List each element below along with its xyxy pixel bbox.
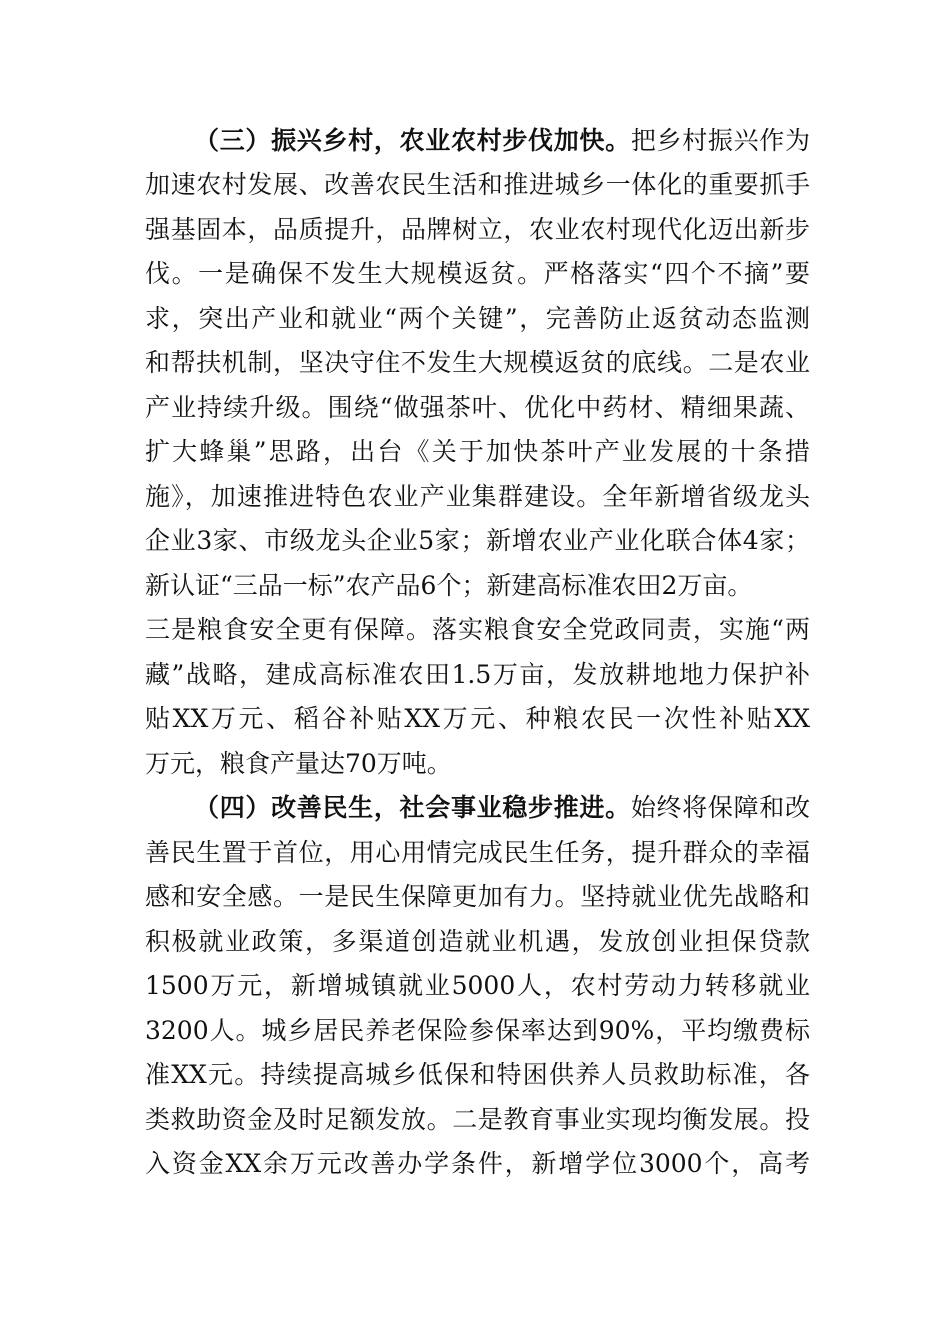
paragraph-line: 类救助资金及时足额发放。二是教育事业实现均衡发展。投 (145, 1105, 810, 1134)
paragraph-line: 万元，粮食产量达70万吨。 (145, 749, 452, 778)
paragraph-line: 强基固本，品质提升，品牌树立，农业农村现代化迈出新步 (145, 215, 810, 244)
paragraph-line: 积极就业政策，多渠道创造就业机遇，发放创业担保贷款 (145, 927, 810, 956)
section-4-first-text: 始终将保障和改 (630, 793, 810, 822)
paragraph-line: 加速农村发展、改善农民生活和推进城乡一体化的重要抓手 (145, 170, 810, 199)
paragraph-line: 3200人。城乡居民养老保险参保率达到90%，平均缴费标 (145, 1016, 810, 1045)
paragraph-line: 三是粮食安全更有保障。落实粮食安全党政同责，实施“两 (145, 615, 810, 644)
paragraph-line: 1500万元，新增城镇就业5000人，农村劳动力转移就业 (145, 971, 810, 1000)
paragraph-line: 藏”战略，建成高标准农田1.5万亩，发放耕地地力保护补 (145, 660, 810, 689)
paragraph-line: 施》，加速推进特色农业产业集群建设。全年新增省级龙头 (145, 482, 810, 511)
section-4-heading: （四）改善民生，社会事业稳步推进。 (194, 793, 631, 822)
paragraph-line: 产业持续升级。围绕“做强茶叶、优化中药材、精细果蔬、 (145, 393, 810, 422)
paragraph-line: 求，突出产业和就业“两个关键”，完善防止返贫动态监测 (145, 304, 810, 333)
section-4-first-line (194, 788, 810, 828)
paragraph-line: 贴XX万元、稻谷补贴XX万元、种粮农民一次性补贴XX (145, 704, 810, 733)
paragraph-line: 准XX元。持续提高城乡低保和特困供养人员救助标准，各 (145, 1060, 810, 1089)
paragraph-line: 善民生置于首位，用心用情完成民生任务，提升群众的幸福 (145, 838, 810, 867)
paragraph-line: 和帮扶机制，坚决守住不发生大规模返贫的底线。二是农业 (145, 348, 810, 377)
paragraph-line: 新认证“三品一标”农产品6个；新建高标准农田2万亩。 (145, 571, 753, 600)
paragraph-line: 入资金XX余万元改善办学条件，新增学位3000个，高考 (145, 1149, 810, 1178)
section-3-first-text: 把乡村振兴作为 (630, 126, 810, 155)
paragraph-line: 感和安全感。一是民生保障更加有力。坚持就业优先战略和 (145, 882, 810, 911)
paragraph-line: 扩大蜂巢”思路，出台《关于加快茶叶产业发展的十条措 (145, 437, 810, 466)
section-3-heading: （三）振兴乡村，农业农村步伐加快。 (194, 126, 631, 155)
section-3-first-line (194, 121, 810, 161)
paragraph-line: 伐。一是确保不发生大规模返贫。严格落实“四个不摘”要 (145, 259, 810, 288)
paragraph-line: 企业3家、市级龙头企业5家；新增农业产业化联合体4家； (145, 526, 810, 555)
